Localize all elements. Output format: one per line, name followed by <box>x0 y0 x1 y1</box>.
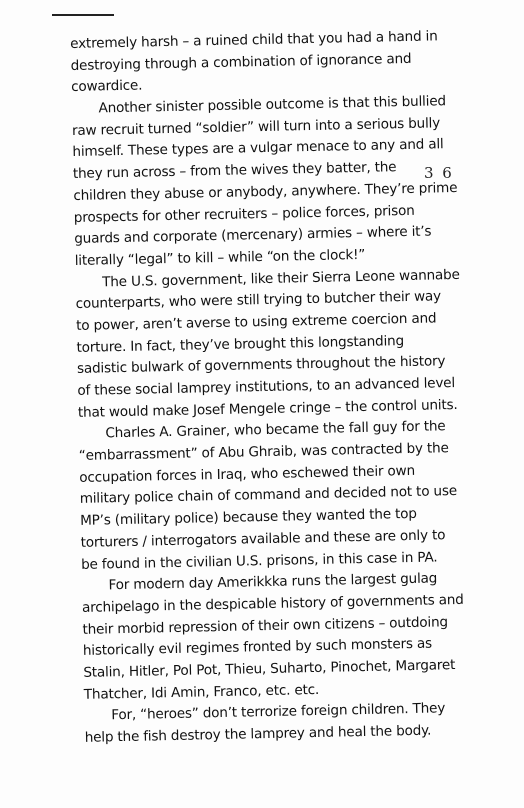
text-line: of these social lamprey institutions, to an advanced level <box>77 375 456 399</box>
text-line: For, “heroes” don’t terrorize foreign children. They <box>111 700 446 724</box>
text-line: prospects for other recruiters – police forces, prison <box>73 202 415 226</box>
text-line: MP’s (military police) because they wanted the top <box>80 505 417 530</box>
text-line: occupation forces in Iraq, who eschewed their own <box>79 462 416 486</box>
text-line: “embarrassment” of Abu Ghraib, was contracted by the <box>78 440 449 464</box>
text-line: torturers / interrogators available and these are only to <box>80 527 446 551</box>
text-line: historically evil regimes fronted by such monsters as <box>82 635 433 660</box>
text-line: Another sinister possible outcome is that this bullied <box>98 93 447 117</box>
text-line: Thatcher, Idi Amin, Franco, etc. etc. <box>83 681 320 703</box>
body-text <box>70 25 515 750</box>
text-line: they run across – from the wives they batter, the <box>72 159 397 183</box>
text-line: himself. These types are a vulgar menace to any and all <box>72 136 444 161</box>
text-line: For modern day Amerikkka runs the largest gulag <box>108 570 438 594</box>
text-line: cowardice. <box>70 77 143 96</box>
text-line: their morbid repression of their own citizens – outdoing <box>82 613 449 638</box>
text-line: children they abuse or anybody, anywhere. They’re prime <box>73 179 458 204</box>
text-line: literally “legal” to kill – while “on the clock!” <box>74 246 366 269</box>
text-line: raw recruit turned “soldier” will turn into a serious bully <box>71 115 441 139</box>
text-line: The U.S. government, like their Sierra Leone wannabe <box>102 266 460 290</box>
text-line: destroying through a combination of ignorance and <box>70 50 412 74</box>
text-line: that would make Josef Mengele cringe – the control units. <box>77 396 458 421</box>
handwritten-page-number: 3 6 <box>424 164 454 182</box>
text-line: Stalin, Hitler, Pol Pot, Thieu, Suharto, Pinochet, Margaret <box>83 657 456 681</box>
header-rule <box>52 14 114 16</box>
text-line: counterparts, who were still trying to butcher their way <box>75 288 442 313</box>
text-line: guards and corporate (mercenary) armies – where it’s <box>74 223 432 248</box>
text-line: military police chain of command and decided not to use <box>79 483 458 508</box>
text-line: torture. In fact, they’ve brought this longstanding <box>76 332 405 356</box>
text-line: extremely harsh – a ruined child that you had a hand in <box>70 28 438 52</box>
text-line: Charles A. Grainer, who became the fall guy for the <box>105 418 446 442</box>
text-line: be found in the civilian U.S. prisons, in this case in PA. <box>80 548 438 573</box>
text-line: to power, aren’t averse to using extreme coercion and <box>75 310 437 334</box>
text-line: sadistic bulwark of governments throughout the history <box>76 353 446 378</box>
text-line: archipelago in the despicable history of governments and <box>81 591 464 616</box>
text-line: help the fish destroy the lamprey and heal the body. <box>84 722 432 746</box>
